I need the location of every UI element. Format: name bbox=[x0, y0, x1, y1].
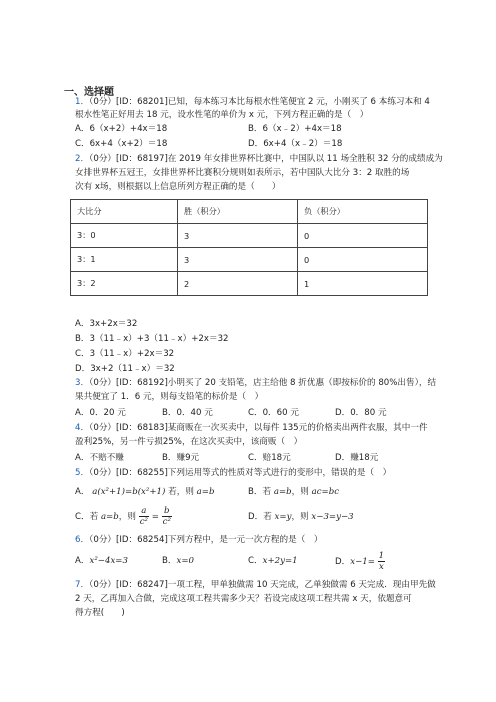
question-4-option-c: C．赔18元 bbox=[248, 453, 291, 463]
question-6-option-b: B．x=0 bbox=[162, 556, 195, 566]
math-expression: ac=bc bbox=[311, 487, 340, 497]
question-5-option-c: C．若 a=b，则 $\frac{a}{\text{c²}}$ = $\frac{b}{\text{c²}}$ bbox=[75, 506, 171, 527]
fraction: $\frac{b}{\text{c²}}$ bbox=[162, 506, 171, 527]
question-2-stem-cont: 次有 x场，则根据以上信息所列方程正确的是（ ） bbox=[75, 182, 281, 192]
question-5-stem: 5．（0分）[ID：68255]下列运用等式的性质对等式进行的变形中，错误的是（ ） bbox=[75, 468, 392, 478]
question-2-option-c: C．3（11﹣x）+2x＝32 bbox=[75, 349, 175, 359]
table-header-row bbox=[71, 200, 428, 224]
table-row bbox=[71, 224, 428, 248]
question-3-stem: 3．（0分）[ID：68192]小明买了 20 支铅笔，店主给他 8 折优惠（即按标价的 80%出售），结 bbox=[75, 378, 437, 388]
table-cell: 3：1 bbox=[71, 248, 178, 272]
score-rules-table bbox=[70, 199, 428, 296]
question-6-option-d: D．x−1= $\frac{1}{x}$ bbox=[335, 551, 385, 572]
question-3-option-d: D．0．80 元 bbox=[335, 408, 387, 418]
question-3-option-a: A．0．20 元 bbox=[75, 408, 126, 418]
table-header-cell: 大比分 bbox=[71, 200, 178, 224]
table-cell: 2 bbox=[178, 272, 298, 296]
table-header-cell: 胜（积分） bbox=[178, 200, 298, 224]
fraction: $\frac{1}{x}$ bbox=[378, 551, 385, 572]
fraction: $\frac{a}{\text{c²}}$ bbox=[139, 506, 148, 527]
question-3-option-c: C．0．60 元 bbox=[248, 408, 299, 418]
question-2-option-a: A．3x+2x＝32 bbox=[75, 319, 138, 329]
question-5-option-b: B．若 a=b，则 ac=bc bbox=[248, 487, 340, 497]
table-row bbox=[71, 272, 428, 296]
question-2-option-b: B．3（11﹣x）+3（11﹣x）+2x＝32 bbox=[75, 334, 229, 344]
question-2-option-d: D．3x+2（11﹣x）＝32 bbox=[75, 364, 175, 374]
question-6-option-a: A．x²−4x=3 bbox=[75, 556, 128, 566]
table-cell: 0 bbox=[298, 224, 428, 248]
question-6-stem: 6．（0分）[ID：68254]下列方程中，是一元一次方程的是（ ） bbox=[75, 535, 323, 545]
question-number: 2． bbox=[75, 154, 90, 164]
table-cell: 3 bbox=[178, 248, 298, 272]
math-expression: x²−4x=3 bbox=[89, 556, 128, 566]
question-7-stem-cont: 2 天，乙再加入合做，完成这项工程共需多少天？若设完成这项工程共需 x 天，依题意可 bbox=[75, 594, 412, 604]
question-number: 5． bbox=[75, 468, 90, 478]
question-5-option-d: D．若 x=y，则 x−3=y−3 bbox=[248, 512, 354, 522]
math-expression: a=b bbox=[273, 487, 292, 497]
math-expression: a=b bbox=[196, 487, 215, 497]
question-7-stem-cont: 得方程( ) bbox=[75, 608, 125, 618]
question-7-stem: 7．（0分）[ID：68247]一项工程，甲单独做需 10 天完成，乙单独做需 6 天完成．现由甲先做 bbox=[75, 580, 436, 590]
math-expression: x=y bbox=[274, 512, 292, 522]
question-number: 3． bbox=[75, 378, 90, 388]
table-cell: 0 bbox=[298, 248, 428, 272]
section-title: 一、选择题 bbox=[64, 87, 114, 98]
question-number: 4． bbox=[75, 423, 90, 433]
question-4-option-d: D．赚18元 bbox=[335, 453, 379, 463]
question-4-stem: 4．（0分）[ID：68183]某商贩在一次买卖中，以每件 135元的价格卖出两件衣服，其中一件 bbox=[75, 423, 428, 433]
table-row bbox=[71, 248, 428, 272]
question-5-option-a: A． a(x²+1)=b(x²+1) 若，则 a=b bbox=[75, 487, 215, 497]
math-expression: x+2y=1 bbox=[262, 556, 298, 566]
math-expression: x=0 bbox=[176, 556, 195, 566]
table-cell: 3：2 bbox=[71, 272, 178, 296]
question-6-option-c: C．x+2y=1 bbox=[248, 556, 298, 566]
question-3-option-b: B．0．40 元 bbox=[162, 408, 213, 418]
question-2-stem-cont: 女排世界杯五冠王，女排世界杯比赛积分规则如表所示，若中国队大比分 3：2 取胜的场 bbox=[75, 168, 410, 178]
question-1-stem: 1．（0分）[ID：68201]已知，每本练习本比每根水性笔便宜 2 元，小刚买了 6 本练习本和 4 bbox=[75, 97, 430, 107]
table-cell: 3：0 bbox=[71, 224, 178, 248]
question-4-option-b: B．赚9元 bbox=[162, 453, 200, 463]
question-3-stem-cont: 果共便宜了 1．6 元，则每支铅笔的标价是（ ） bbox=[75, 392, 264, 402]
question-number: 7． bbox=[75, 580, 90, 590]
math-expression: x−3=y−3 bbox=[311, 512, 354, 522]
math-expression: a(x²+1)=b(x²+1) bbox=[92, 487, 166, 497]
question-number: 6． bbox=[75, 535, 90, 545]
math-expression: x−1= bbox=[350, 557, 375, 567]
question-2-stem: 2．（0分）[ID：68197]在 2019 年女排世界杯比赛中，中国队以 11 场全胜积 32 分的成绩成为 bbox=[75, 154, 443, 164]
table-cell: 1 bbox=[298, 272, 428, 296]
question-1-option-b: B．6（x﹣2）+4x＝18 bbox=[248, 124, 342, 134]
question-4-stem-cont: 盈利25%，另一件亏损25%，在这次买卖中，该商贩（ ） bbox=[75, 437, 303, 447]
question-1-option-a: A．6（x+2）+4x＝18 bbox=[75, 124, 168, 134]
question-1-option-c: C．6x+4（x+2）＝18 bbox=[75, 139, 168, 149]
table-cell: 3 bbox=[178, 224, 298, 248]
math-expression: a=b bbox=[100, 512, 119, 522]
question-4-option-a: A．不赔不赚 bbox=[75, 453, 124, 463]
question-number: 1． bbox=[75, 97, 90, 107]
table-header-cell: 负（积分） bbox=[298, 200, 428, 224]
question-1-stem-cont: 根水性笔正好用去 18 元，设水性笔的单价为 x 元，下列方程正确的是（ ） bbox=[75, 110, 369, 120]
question-1-option-d: D．6x+4（x﹣2）＝18 bbox=[248, 139, 343, 149]
